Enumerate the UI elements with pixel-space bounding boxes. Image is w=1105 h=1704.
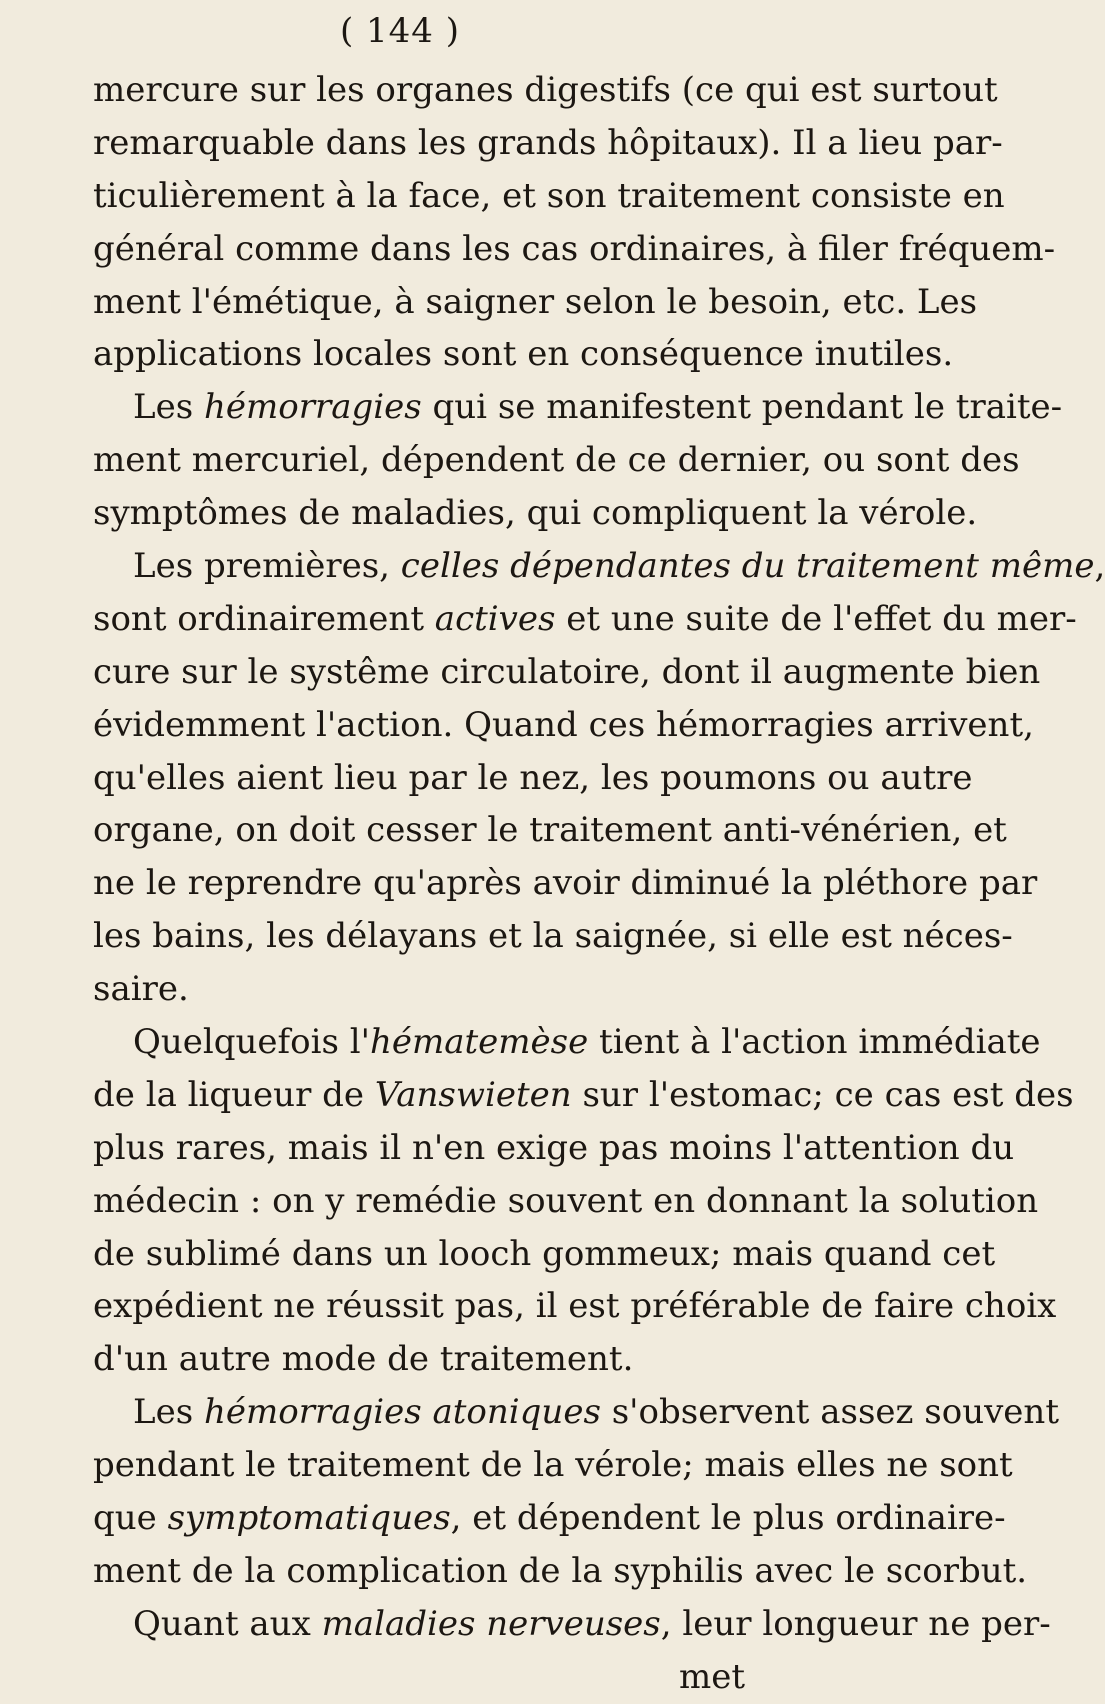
- text-segment: Quelquefois l': [133, 1022, 370, 1063]
- text-segment: d'un autre mode de traitement.: [93, 1339, 634, 1380]
- text-segment: et une suite de l'effet du mer-: [555, 598, 1077, 639]
- text-line: [93, 328, 954, 381]
- text-segment: que: [93, 1498, 168, 1539]
- text-segment: ment l'émétique, à saigner selon le besoin, etc. Les: [93, 281, 978, 322]
- text-segment: Les: [133, 387, 204, 428]
- text-line: [93, 1333, 765, 1386]
- italic-text: hématemèse: [369, 1022, 589, 1063]
- italic-text: hémorragies: [203, 387, 422, 428]
- text-line: [93, 64, 998, 117]
- text-segment: général comme dans les cas ordinaires, à filer fréquem-: [93, 228, 1056, 269]
- text-segment: ment mercuriel, dépendent de ce dernier, ou sont des: [93, 440, 1020, 481]
- text-line: [93, 1069, 1074, 1122]
- text-line: [93, 1545, 1028, 1598]
- page-number: ( 144 ): [339, 11, 461, 51]
- italic-text: celles dépendantes du traitement même: [400, 546, 1095, 587]
- text-segment: , leur longueur ne per-: [660, 1603, 1051, 1644]
- text-line: [93, 1651, 765, 1704]
- text-segment: les bains, les délayans et la saignée, si elle est néces-: [93, 916, 1013, 957]
- text-line: [93, 646, 1041, 699]
- text-line: [93, 963, 765, 1016]
- text-line: [93, 487, 978, 540]
- text-segment: plus rares, mais il n'en exige pas moins l'attention du: [93, 1127, 1015, 1168]
- text-segment: Les: [133, 1392, 204, 1433]
- text-segment: cure sur le systême circulatoire, dont il augmente bien: [93, 651, 1041, 692]
- italic-text: Vanswieten: [374, 1074, 572, 1115]
- text-line: [93, 1016, 1041, 1069]
- text-line: [93, 1386, 1059, 1439]
- text-line: [93, 1598, 1051, 1651]
- text-segment: médecin : on y remédie souvent en donnant la solution: [93, 1180, 1039, 1221]
- text-segment: Les premières,: [133, 546, 401, 587]
- text-line: [93, 1439, 1013, 1492]
- text-line: [93, 752, 973, 805]
- text-segment: applications locales sont en conséquence inutiles.: [93, 334, 954, 375]
- text-segment: , et dépendent le plus ordinaire-: [450, 1498, 1006, 1539]
- text-line: [93, 1492, 1006, 1545]
- text-segment: symptômes de maladies, qui compliquent la vérole.: [93, 493, 978, 534]
- text-segment: ment de la complication de la syphilis avec le scorbut.: [93, 1550, 1028, 1591]
- text-line: [93, 434, 1020, 487]
- text-segment: s'observent assez souvent: [600, 1392, 1059, 1433]
- text-segment: sur l'estomac; ce cas est des: [571, 1074, 1074, 1115]
- text-segment: tient à l'action immédiate: [588, 1022, 1041, 1063]
- text-segment: qui se manifestent pendant le traite-: [421, 387, 1063, 428]
- text-segment: saire.: [93, 969, 189, 1010]
- text-line: [93, 1228, 996, 1281]
- text-segment: ,: [1094, 546, 1105, 587]
- text-line: [93, 910, 1013, 963]
- italic-text: symptomatiques: [167, 1498, 451, 1539]
- text-segment: ne le reprendre qu'après avoir diminué la pléthore par: [93, 863, 1038, 904]
- italic-text: hémorragies atoniques: [203, 1392, 601, 1433]
- text-segment: expédient ne réussit pas, il est préférable de faire choix: [93, 1286, 1057, 1327]
- text-segment: de la liqueur de: [93, 1074, 375, 1115]
- italic-text: actives: [434, 598, 556, 639]
- text-line: [93, 699, 1034, 752]
- text-segment: met: [678, 1656, 745, 1697]
- text-segment: Quant aux: [133, 1603, 322, 1644]
- text-segment: organe, on doit cesser le traitement anti-vénérien, et: [93, 810, 1007, 851]
- text-segment: évidemment l'action. Quand ces hémorragies arrivent,: [93, 704, 1034, 745]
- text-line: [93, 170, 1005, 223]
- text-line: [93, 593, 1077, 646]
- text-line: [93, 1122, 1015, 1175]
- body-text: [93, 64, 1105, 1704]
- text-line: [93, 857, 1038, 910]
- text-line: [93, 276, 978, 329]
- text-segment: ticulièrement à la face, et son traitement consiste en: [93, 175, 1005, 216]
- text-segment: de sublimé dans un looch gommeux; mais quand cet: [93, 1233, 996, 1274]
- text-segment: mercure sur les organes digestifs (ce qui est surtout: [93, 70, 998, 110]
- text-segment: remarquable dans les grands hôpitaux). Il a lieu par-: [93, 122, 1003, 163]
- text-line: [93, 1175, 1039, 1228]
- text-line: [93, 540, 1105, 593]
- text-line: [93, 117, 1003, 170]
- text-segment: sont ordinairement: [93, 598, 435, 639]
- text-line: [93, 804, 1007, 857]
- text-segment: pendant le traitement de la vérole; mais elles ne sont: [93, 1445, 1013, 1486]
- text-line: [93, 223, 1056, 276]
- text-segment: qu'elles aient lieu par le nez, les poumons ou autre: [93, 757, 973, 798]
- text-line: [93, 381, 1063, 434]
- italic-text: maladies nerveuses: [321, 1603, 661, 1644]
- text-line: [93, 1280, 1057, 1333]
